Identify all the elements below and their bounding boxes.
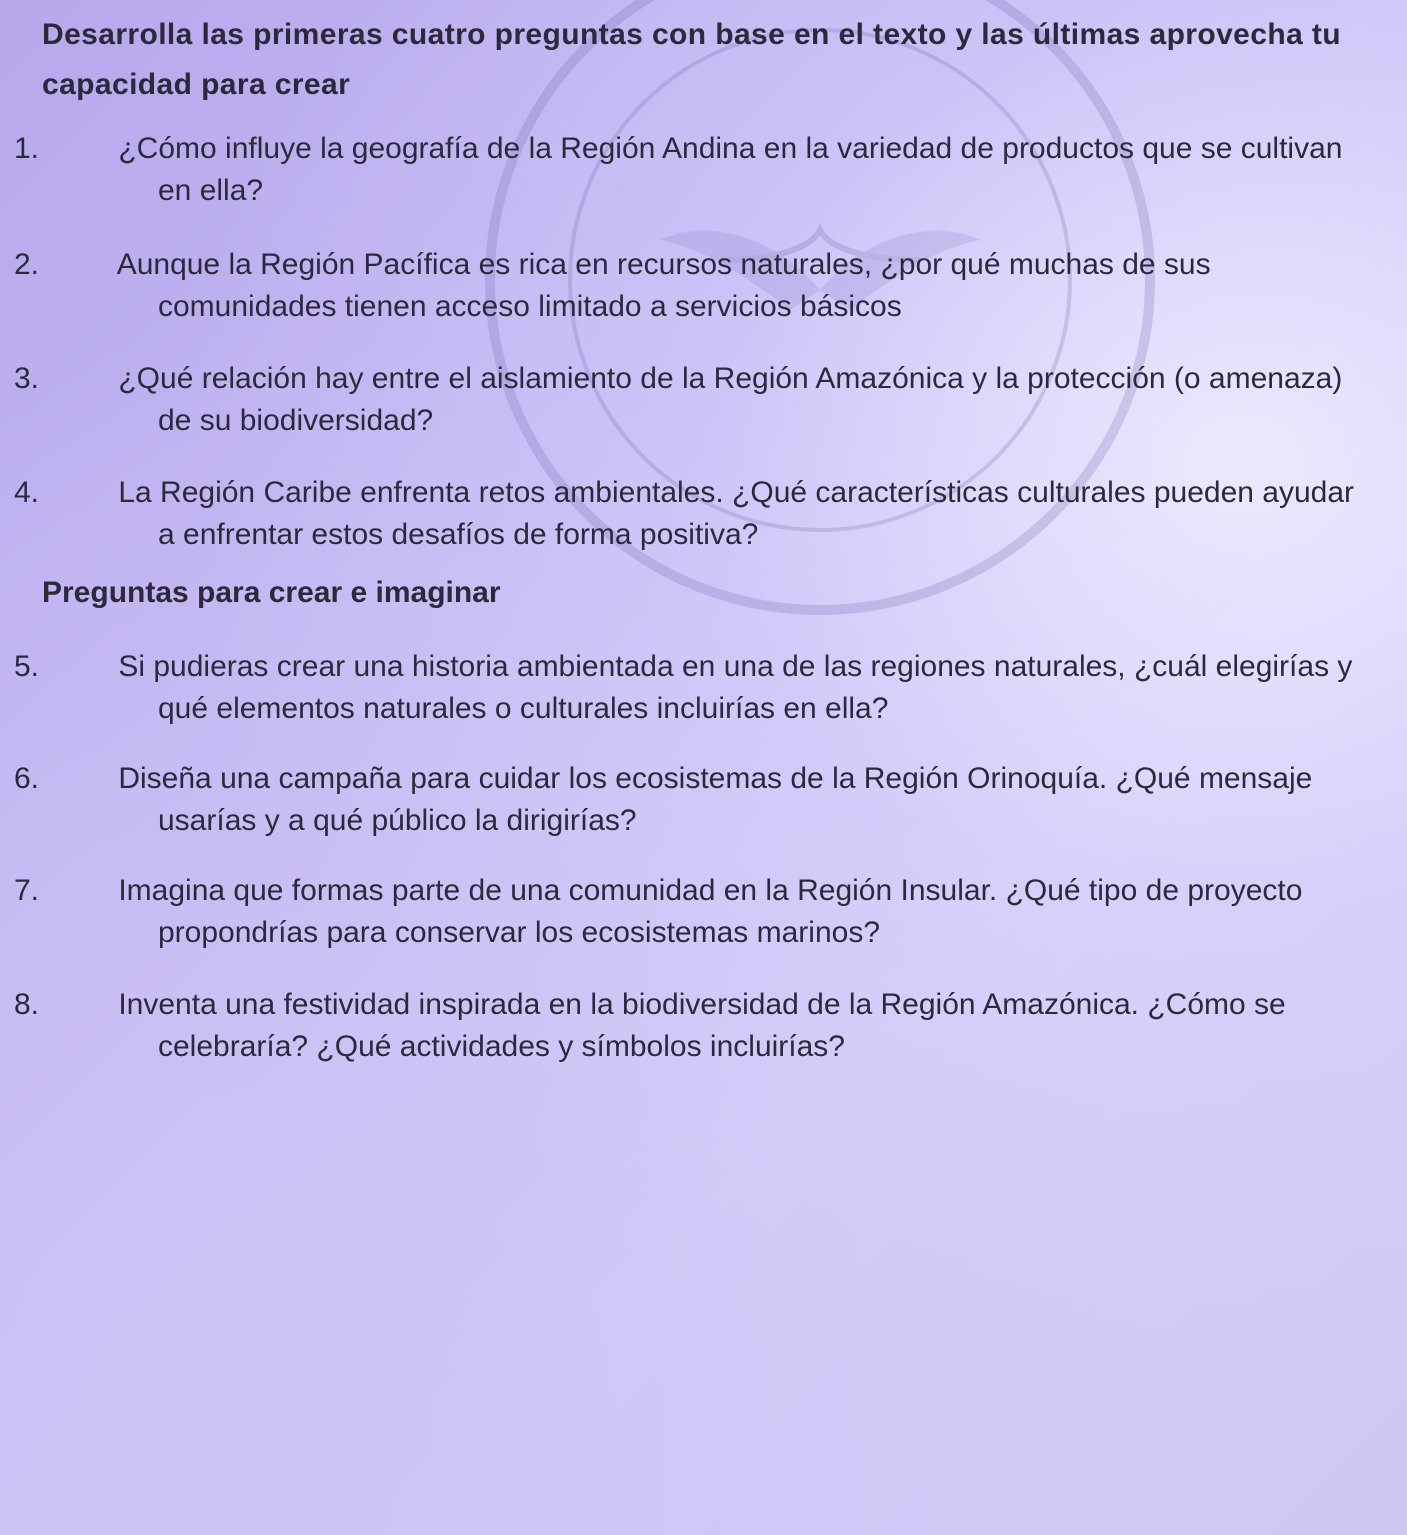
question-number: 7. bbox=[14, 874, 40, 907]
question-text: Diseña una campaña para cuidar los ecosistemas de la Región Orinoquía. ¿Qué mensaje usarías y a qué público la dirigirías? bbox=[118, 762, 1313, 837]
question-number: 5. bbox=[14, 650, 40, 683]
question-6 bbox=[14, 758, 1360, 842]
question-1 bbox=[14, 128, 1360, 212]
question-text: La Región Caribe enfrenta retos ambientales. ¿Qué características culturales pueden ayudar a enfrentar estos desafíos de forma positiva? bbox=[118, 476, 1355, 551]
question-number: 6. bbox=[14, 762, 40, 795]
question-4 bbox=[14, 472, 1360, 556]
question-number: 8. bbox=[14, 988, 40, 1021]
question-text: Si pudieras crear una historia ambientada en una de las regiones naturales, ¿cuál elegirías y qué elementos naturales o culturales incluirías en ella? bbox=[118, 650, 1353, 725]
question-number: 3. bbox=[14, 362, 40, 395]
question-3 bbox=[14, 358, 1360, 442]
question-number: 1. bbox=[14, 132, 40, 165]
question-2 bbox=[14, 244, 1360, 328]
question-number: 4. bbox=[14, 476, 40, 509]
question-7 bbox=[14, 870, 1360, 954]
question-number: 2. bbox=[14, 248, 40, 281]
question-8 bbox=[14, 984, 1360, 1068]
section-heading: Preguntas para crear e imaginar bbox=[42, 576, 501, 609]
question-text: Inventa una festividad inspirada en la biodiversidad de la Región Amazónica. ¿Cómo se celebraría? ¿Qué actividades y símbolos incluirías? bbox=[118, 988, 1286, 1063]
question-5 bbox=[14, 646, 1360, 730]
question-text: Aunque la Región Pacífica es rica en recursos naturales, ¿por qué muchas de sus comunidades tienen acceso limitado a servicios básicos bbox=[116, 248, 1211, 323]
instructions: Desarrolla las primeras cuatro preguntas con base en el texto y las últimas aprovecha tu capacidad para crear bbox=[42, 18, 1342, 101]
question-text: Imagina que formas parte de una comunidad en la Región Insular. ¿Qué tipo de proyecto propondrías para conservar los ecosistemas marinos? bbox=[118, 874, 1303, 949]
question-text: ¿Qué relación hay entre el aislamiento de la Región Amazónica y la protección (o amenaza) de su biodiversidad? bbox=[118, 362, 1343, 437]
question-text: ¿Cómo influye la geografía de la Región Andina en la variedad de productos que se cultivan en ella? bbox=[118, 132, 1343, 207]
